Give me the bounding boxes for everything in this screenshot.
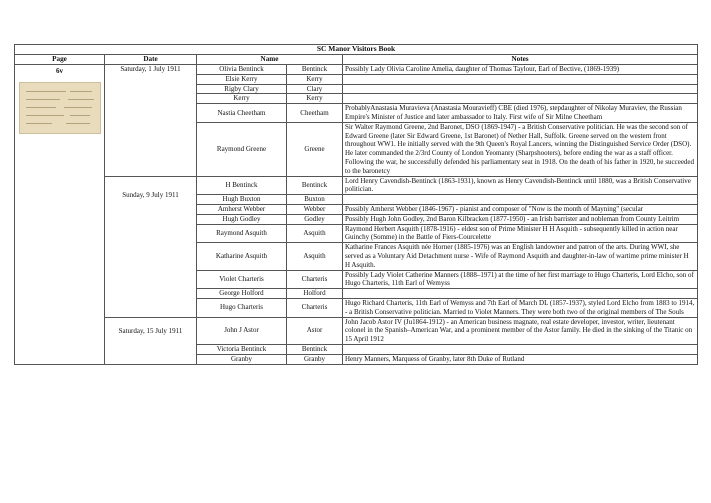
visitor-notes: [343, 344, 698, 354]
visitor-name: Raymond Greene: [197, 122, 287, 176]
visitor-notes: [343, 94, 698, 104]
visitor-surname: Greene: [287, 122, 343, 176]
header-page: Page: [15, 55, 105, 65]
visitor-name: Nastia Cheetham: [197, 104, 287, 123]
date-cell: [105, 317, 197, 364]
visitor-notes: [343, 195, 698, 205]
page-number: 6v: [56, 67, 63, 75]
visitor-notes: ProbablyAnastasia Muravieva (Anastasia Mouravieff) CBE (died 1976), stepdaughter of Nikolay Muraviev, the Russian Empire's Minister of Justice and later ambassador to Italy. First wife of Sir Milne Cheetham: [343, 104, 698, 123]
visitor-notes: John Jacob Astor IV (Ju1864-1912) - an American business magnate, real estate developer, investor, writer, lieutenant colonel in the Spanish–American War, and a prominent member of the Astor family. He died in the sinking of the Titanic on 15 April 1912: [343, 317, 698, 344]
visitor-notes: Raymond Herbert Asquith (1878-1916) - eldest son of Prime Minister H H Asquith - subsequently killed in action near Guinchy (Somme) in the Battle of Fiers-Courcelette: [343, 224, 698, 243]
visitor-name: Amherst Webber: [197, 204, 287, 214]
visitor-surname: Kerry: [287, 74, 343, 84]
visitor-name: John J Astor: [197, 317, 287, 344]
visitor-notes: [343, 289, 698, 299]
visitor-surname: Clary: [287, 84, 343, 94]
page-thumbnail-image[interactable]: [19, 82, 101, 134]
visitor-name: Hugo Charteris: [197, 298, 287, 317]
visitor-surname: Kerry: [287, 94, 343, 104]
visitor-surname: Bentinck: [287, 65, 343, 75]
visitor-surname: Buxton: [287, 195, 343, 205]
visitor-surname: Charteris: [287, 298, 343, 317]
visitor-name: Hugh Buxton: [197, 195, 287, 205]
visitor-name: Hugh Godley: [197, 214, 287, 224]
visitor-surname: Holford: [287, 289, 343, 299]
date-label: Sunday, 9 July 1911: [122, 190, 179, 199]
page-cell: [15, 65, 105, 365]
visitor-name: Granby: [197, 354, 287, 364]
visitor-surname: Asquith: [287, 243, 343, 270]
visitor-surname: Webber: [287, 204, 343, 214]
visitor-surname: Bentinck: [287, 176, 343, 195]
table-title: SC Manor Visitors Book: [15, 45, 698, 55]
visitor-surname: Cheetham: [287, 104, 343, 123]
visitor-notes: Henry Manners, Marquess of Granby, later 8th Duke of Rutland: [343, 354, 698, 364]
visitor-surname: Charteris: [287, 270, 343, 289]
visitor-notes: Possibly Amherst Webber (1846-1967) - pianist and composer of "Now is the month of Mayning" (secular: [343, 204, 698, 214]
visitor-surname: Godley: [287, 214, 343, 224]
visitor-surname: Asquith: [287, 224, 343, 243]
visitors-book-table: [14, 44, 697, 365]
visitor-notes: Possibly Lady Violet Catherine Manners (1888–1971) at the time of her first marriage to Hugo Charteris, Lord Elcho, son of Hugo Charteris, 11th Earl of Wemyss: [343, 270, 698, 289]
visitor-name: H Bentinck: [197, 176, 287, 195]
visitor-name: Katharine Asquith: [197, 243, 287, 270]
visitor-name: Rigby Clary: [197, 84, 287, 94]
date-cell: [105, 176, 197, 317]
visitor-surname: Astor: [287, 317, 343, 344]
date-cell: Saturday, 1 July 1911: [105, 65, 197, 177]
visitor-notes: Katharine Frances Asquith née Horner (1885-1976) was an English landowner and patron of the arts. During WWI, she served as a Voluntary Aid Detachment nurse - Wife of Raymond Asquith and daughter-in-law of wartime prime minister H H Asquith.: [343, 243, 698, 270]
visitor-notes: Hugo Richard Charteris, 11th Earl of Wemyss and 7th Earl of March DL (1857-1937), styled Lord Elcho from 1883 to 1914, - a British Conservative politician. Married to Violet Manners. They were both two of the original members of The Souls: [343, 298, 698, 317]
visitor-name: Kerry: [197, 94, 287, 104]
visitor-notes: Possibly Hugh John Godley, 2nd Baron Kilbracken (1877-1950) - an Irish barrister and nobleman from County Leitrim: [343, 214, 698, 224]
visitor-name: Victoria Bentinck: [197, 344, 287, 354]
header-notes: Notes: [343, 55, 698, 65]
visitor-notes: Possibly Lady Olivia Caroline Amelia, daughter of Thomas Taylour, Earl of Bective, (1869-1939): [343, 65, 698, 75]
date-label: Saturday, 15 July 1911: [118, 326, 183, 335]
visitor-name: George Holford: [197, 289, 287, 299]
visitor-notes: Lord Henry Cavendish-Bentinck (1863-1931), known as Henry Cavendish-Bentinck until 1880, was a British Conservative politician.: [343, 176, 698, 195]
visitor-surname: Granby: [287, 354, 343, 364]
visitor-surname: Bentinck: [287, 344, 343, 354]
header-date: Date: [105, 55, 197, 65]
visitor-name: Olivia Bentinck: [197, 65, 287, 75]
visitor-notes: [343, 84, 698, 94]
visitor-notes: Sir Walter Raymond Greene, 2nd Baronet, DSO (1869-1947) - a British Conservative politician. He was the second son of Edward Greene (later Sir Edward Greene, 1st Baronet) of Nether Hall, Suffolk. Greene served on the western front throughout WW1. He initially served with the 9th Queen's Royal Lancers, winning the Distinguished Service Order (DSO). He later commanded the 2/3rd County of London Yeomanry (Sharpshooters), before ending the war as a staff officer. Following the war, he successfully defended his parliamentary seat in 1918. On the death of his father in 1920, he succeeded to the baronetcy: [343, 122, 698, 176]
visitor-name: Raymond Asquith: [197, 224, 287, 243]
header-name: Name: [197, 55, 343, 65]
visitor-name: Violet Charteris: [197, 270, 287, 289]
visitor-notes: [343, 74, 698, 84]
visitor-name: Elsie Kerry: [197, 74, 287, 84]
